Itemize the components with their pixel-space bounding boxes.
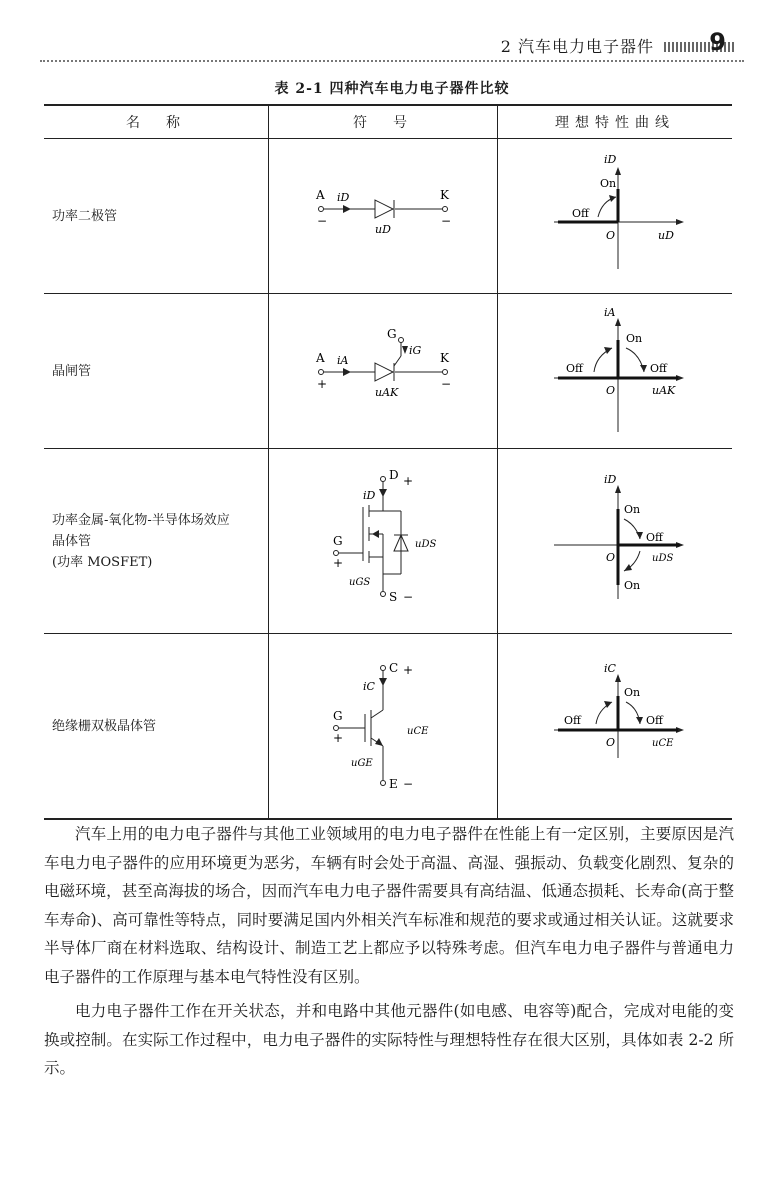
device-name: (功率 MOSFET) [52,554,153,570]
curve-cell [498,139,733,294]
polarity-sign: + [333,556,344,570]
thyristor-symbol [269,294,497,444]
table-row [44,139,732,294]
device-name-cell [44,294,269,449]
terminal-label-k: K [440,351,449,365]
polarity-sign: − [403,777,414,791]
voltage-label: uCE [407,726,429,737]
state-label-off: Off [646,531,663,544]
state-label-off: Off [646,714,663,727]
x-axis-label: uD [658,229,674,242]
current-label: iD [337,191,350,204]
curve-cell [498,449,733,634]
igbt-curve [498,634,732,814]
x-axis-label: uCE [652,738,674,749]
table-caption: 表 2-1 四种汽车电力电子器件比较 [274,81,510,97]
mosfet-curve [498,449,732,629]
current-label: iA [337,354,349,367]
terminal-label-g: G [333,709,343,723]
table-row [44,449,732,634]
device-name-cell [44,634,269,820]
device-name-cell [44,449,269,634]
origin-label: O [606,384,616,397]
mosfet-symbol [269,449,497,629]
terminal-label-a: A [316,188,325,202]
y-axis-label: iD [604,473,617,486]
x-axis-label: uDS [652,553,674,564]
origin-label: O [606,736,616,749]
terminal-label-e: E [389,777,398,791]
terminal-label-d: D [389,468,399,482]
voltage-label: uAK [375,386,399,399]
symbol-cell [269,449,498,634]
current-label: iC [363,680,375,693]
table-header-row [44,105,732,139]
body-text [44,820,734,1089]
device-name: 晶体管 [52,533,92,549]
table-row [44,294,732,449]
state-label-on: On [624,579,641,592]
symbol-cell [269,634,498,820]
y-axis-label: iC [604,662,616,675]
column-header-curve: 理想特性曲线 [498,105,733,139]
state-label-off: Off [650,362,667,375]
table-row [44,634,732,820]
state-label-on: On [624,503,641,516]
diode-symbol [269,139,497,289]
column-header-symbol: 符 号 [269,105,498,139]
curve-cell [498,634,733,820]
polarity-sign: + [333,731,344,745]
diode-curve [498,139,732,289]
terminal-label-k: K [440,188,449,202]
terminal-label-c: C [389,661,399,675]
device-name-cell [44,139,269,294]
page-header [40,26,744,66]
y-axis-label: iA [604,306,616,319]
current-label: iD [363,489,376,502]
header-rule [40,60,744,62]
igbt-symbol [269,634,497,814]
origin-label: O [606,551,616,564]
terminal-label-g: G [387,327,397,341]
voltage-label: uDS [415,539,437,550]
voltage-label: uD [375,223,391,236]
terminal-label-a: A [316,351,325,365]
state-label-on: On [624,686,641,699]
paragraph: 电力电子器件工作在开关状态，并和电路中其他元器件(如电感、电容等)配合，完成对电能的变换或控制。在实际工作过程中，电力电子器件的实际特性与理想特性存在很大区别，具体如表 2-2 所示。 [44,1002,734,1077]
state-label-on: On [626,332,643,345]
terminal-label-g: G [333,534,343,548]
origin-label: O [606,229,616,242]
polarity-sign: − [441,214,452,228]
symbol-cell [269,294,498,449]
polarity-sign: − [403,590,414,604]
thyristor-curve [498,294,732,444]
polarity-sign: − [441,377,452,391]
polarity-sign: − [317,214,328,228]
state-label-off: Off [566,362,583,375]
y-axis-label: iD [604,153,617,166]
x-axis-label: uAK [652,384,676,397]
polarity-sign: + [403,474,414,488]
device-name: 功率金属-氧化物-半导体场效应 [52,512,230,528]
state-label-on: On [600,177,617,190]
gate-voltage-label: uGE [351,758,373,769]
state-label-off: Off [572,207,589,220]
device-name: 功率二极管 [52,208,118,224]
polarity-sign: + [317,377,328,391]
device-name: 绝缘栅双极晶体管 [52,718,157,734]
gate-current-label: iG [409,344,422,357]
running-head: 2 汽车电力电子器件 [500,37,654,56]
comparison-table [44,104,732,820]
column-header-name: 名 称 [44,105,269,139]
page-number: 9 [709,28,726,56]
symbol-cell [269,139,498,294]
terminal-label-s: S [389,590,398,604]
curve-cell [498,294,733,449]
device-name: 晶闸管 [52,363,92,379]
gate-voltage-label: uGS [349,577,371,588]
paragraph: 汽车上用的电力电子器件与其他工业领域用的电力电子器件在性能上有一定区别，主要原因是汽车电力电子器件的应用环境更为恶劣，车辆有时会处于高温、高湿、强振动、负载变化剧烈、复杂的电磁环境，甚至高海拔的场合，因而汽车电力电子器件需要具有高结温、低通态损耗、长寿命(高于整车寿命)、高可靠性等特点，同时要满足国内外相关汽车标准和规范的要求或通过相关认证。这就要求半导体厂商在材料选取、结构设计、制造工艺上都应予以特殊考虑。但汽车电力电子器件与普通电力电子器件的工作原理与基本电气特性没有区别。 [44,825,734,986]
state-label-off: Off [564,714,581,727]
polarity-sign: + [403,663,414,677]
